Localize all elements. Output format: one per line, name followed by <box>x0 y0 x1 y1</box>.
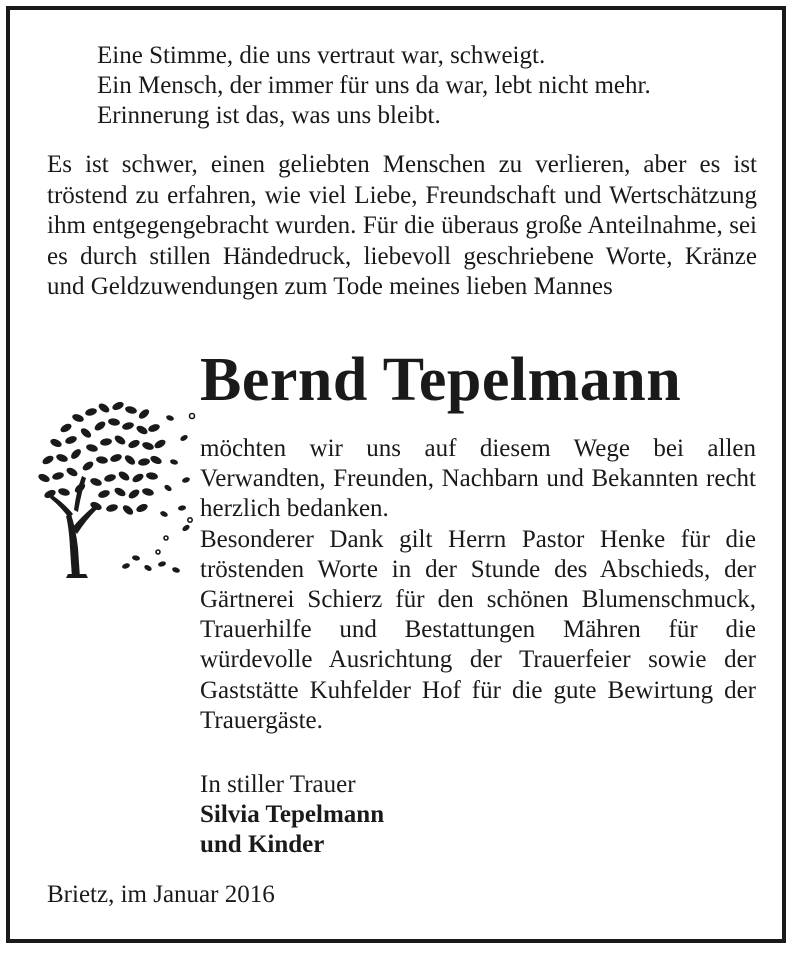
special-thanks-paragraph: Besonderer Dank gilt Herrn Pastor Henke für die tröstenden Worte in der Stunde des Abschieds, der Gärtnerei Schierz für den schönen Blumenschmuck, Trauerhilfe und Bestattungen Mähren für die würdevolle Ausrichtung der Trauerfeier sowie der Gaststätte Kuhfelder Hof für die gute Bewirtung der Trauergäste. <box>200 525 756 734</box>
deceased-name: Bernd Tepelmann <box>200 346 682 414</box>
signatory-name: Silvia Tepelmann <box>200 801 385 828</box>
poem-line: Erinnerung ist das, was uns bleibt. <box>97 102 441 129</box>
place-date: Brietz, im Januar 2016 <box>47 881 275 908</box>
intro-paragraph: Es ist schwer, einen geliebten Menschen zu verlieren, aber es ist tröstend zu erfahren, wie viel Liebe, Freundschaft und Wertschätzung ihm entgegengebracht wurden. Für die überaus große Anteilnahme, sei es durch stillen Händedruck, liebevoll geschriebene Worte, Kränze und Geldzuwendungen zum Tode meines lieben Mannes <box>47 151 757 300</box>
poem-line: Ein Mensch, der immer für uns da war, lebt nicht mehr. <box>97 72 651 99</box>
poem <box>97 41 651 131</box>
thanks-paragraph: möchten wir uns auf diesem Wege bei allen Verwandten, Freunden, Nachbarn und Bekannten recht herzlich bedanken. <box>200 435 756 523</box>
signatory-family: und Kinder <box>200 831 325 858</box>
poem-line: Eine Stimme, die uns vertraut war, schweigt. <box>97 42 546 69</box>
wind-blown-tree-icon <box>36 388 196 580</box>
thanks-text <box>200 434 756 736</box>
signoff: In stiller Trauer <box>200 771 356 798</box>
